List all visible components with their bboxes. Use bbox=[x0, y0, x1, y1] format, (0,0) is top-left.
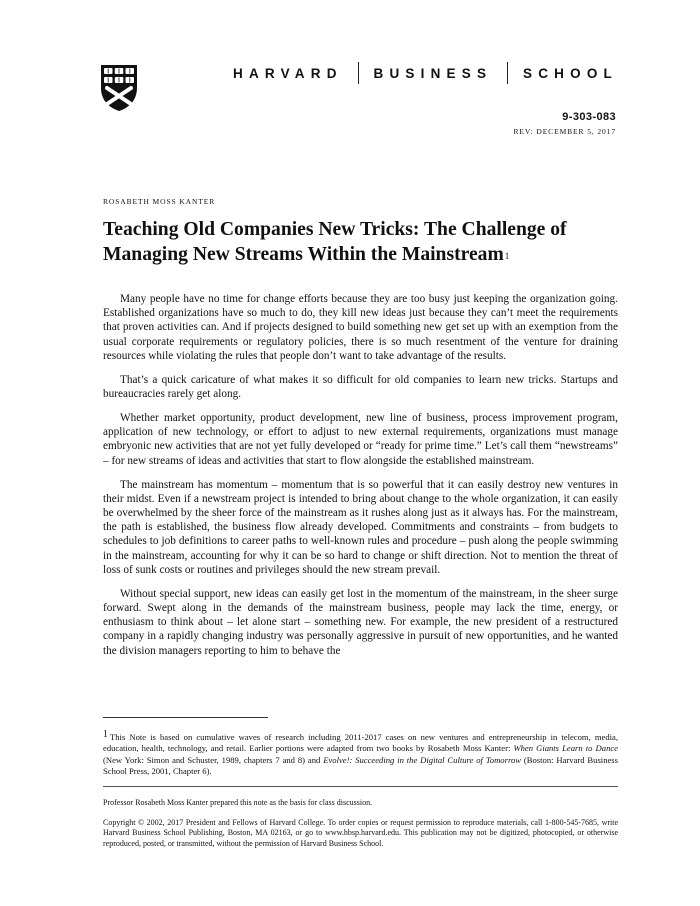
footnote-text-1: This Note is based on cumulative waves of research including 2011-2017 cases on new ventures and entrepreneurship in telecom, media, education, health, technology, and retail. Earlier portions were adapted from two books by Rosabeth Moss Kanter: bbox=[103, 732, 618, 754]
footnote-marker: 1 bbox=[103, 729, 108, 740]
title-footnote-marker: 1 bbox=[504, 251, 510, 261]
footer-divider bbox=[103, 786, 618, 787]
footnote-book-title-2: Evolve!: Succeeding in the Digital Culture of Tomorrow bbox=[323, 754, 522, 765]
paragraph: The mainstream has momentum – momentum that is so powerful that it can easily destroy new ventures in their midst. Even if a newstream project is intended to bring about change to the whole organization, it can easily be overwhelmed by the sheer force of the mainstream as it rushes along just as it always has. For the mainstream, the path is established, the business flow already developed. Commitments and constraints – from budgets to schedules to job definitions to career paths to well-known rules and procedure – push along the people swimming in the mainstream, accounting for why it can be so hard to change or shift direction. Not to mention the threat of loss of sunk costs or routines and privileges should the new stream prevail. bbox=[103, 478, 618, 576]
body-text bbox=[103, 292, 618, 668]
school-name-word-2: BUSINESS bbox=[373, 65, 493, 81]
school-name-divider bbox=[507, 62, 508, 84]
footnote-text-2: (New York: Simon and Schuster, 1989, chapters 7 and 8) and bbox=[103, 754, 324, 765]
school-name-word-3: SCHOOL bbox=[523, 65, 618, 81]
prepared-note: Professor Rosabeth Moss Kanter prepared this note as the basis for class discussion. bbox=[103, 798, 373, 807]
footnote bbox=[103, 729, 618, 777]
school-name bbox=[233, 63, 618, 83]
footnote-divider bbox=[103, 717, 268, 718]
revision-date: REV: DECEMBER 5, 2017 bbox=[513, 127, 616, 136]
footnote-text-3: (Boston: Harvard Business School Press, 2001, Chapter 6). bbox=[103, 754, 618, 776]
footnote-book-title-1: When Giants Learn to Dance bbox=[513, 743, 618, 754]
paragraph: Without special support, new ideas can easily get lost in the momentum of the mainstream, in the sheer surge forward. Swept along in the demands of the mainstream business, people may lack the time, energy, or enthusiasm to think about – let alone start – something new. For example, the new president of a restructured company in a rapidly changing industry was personally aggressive in pursuit of new opportunities, and he wanted the division managers reporting to him to behave the bbox=[103, 587, 618, 657]
document-title bbox=[103, 217, 618, 269]
paragraph: Many people have no time for change efforts because they are too busy just keeping the organization going. Established organizations have so much to do, they kill new ideas just because they can’t meet the requirements that proven activities can. And if projects designed to build something new get set up with an exemption from the usual corporate requirements or regulatory policies, there is so much resentment of the venture for draining resources while violating the rules that people don’t want to take advantage of the results. bbox=[103, 293, 618, 362]
author-name: ROSABETH MOSS KANTER bbox=[103, 197, 216, 206]
shield-icon bbox=[100, 64, 138, 112]
school-name-divider bbox=[358, 62, 359, 84]
document-number: 9-303-083 bbox=[562, 111, 616, 123]
paragraph: That’s a quick caricature of what makes it so difficult for old companies to learn new tricks. Startups and bureaucracies rarely get along. bbox=[103, 373, 618, 401]
copyright-notice: Copyright © 2002, 2017 President and Fellows of Harvard College. To order copies or request permission to reproduce materials, call 1-800-545-7685, write Harvard Business School Publishing, Boston, MA 02163, or go to www.hbsp.harvard.edu. This publication may not be digitized, photocopied, or otherwise reproduced, posted, or transmitted, without the permission of Harvard Business School. bbox=[103, 818, 618, 848]
title-text: Teaching Old Companies New Tricks: The Challenge of Managing New Streams Within the Mainstream bbox=[103, 219, 567, 265]
school-name-word-1: HARVARD bbox=[233, 65, 343, 81]
paragraph: Whether market opportunity, product development, new line of business, process improvement program, application of new technology, or effort to adjust to new external requirements, organizations must manage embryonic new activities that are not yet fully developed or “ready for prime time.” Let’s call them “newstreams” – for new streams of ideas and activities that start to flow alongside the established mainstream. bbox=[103, 412, 618, 467]
hbs-shield-logo bbox=[100, 64, 138, 112]
